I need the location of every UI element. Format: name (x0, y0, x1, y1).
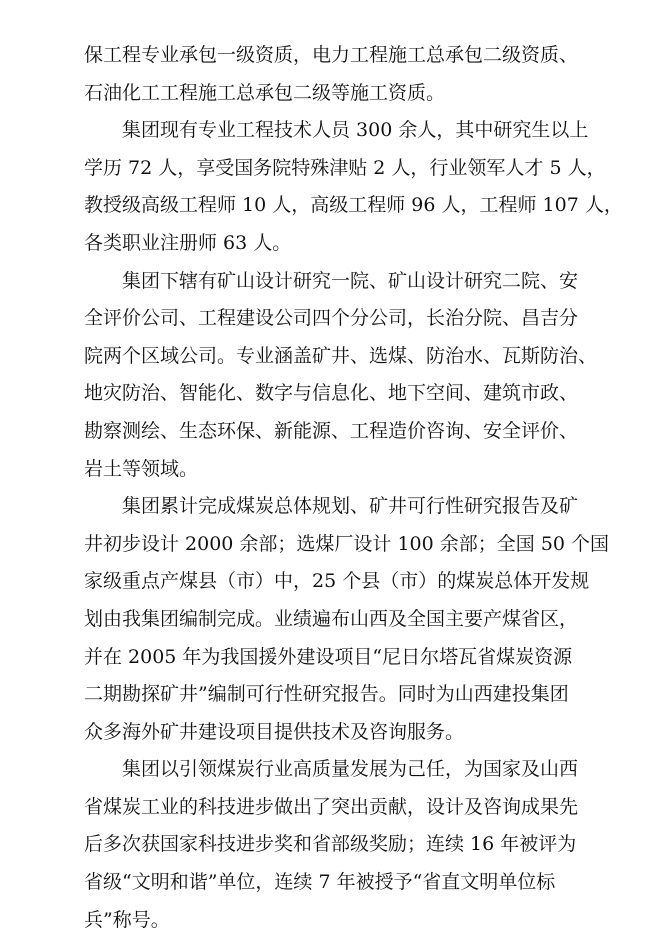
body-text (84, 37, 623, 939)
text-line: 石油化工工程施工总承包二级等施工资质。 (84, 81, 446, 104)
paragraph-organization (84, 263, 598, 489)
text-line: 并在 2005 年为我国援外建设项目“尼日尔塔瓦省煤炭资源 (84, 645, 573, 668)
paragraph-staff (84, 112, 623, 262)
text-line: 集团现有专业工程技术人员 300 余人，其中研究生以上 (122, 119, 589, 142)
text-line: 各类职业注册师 63 人。 (84, 231, 292, 254)
text-line: 集团以引领煤炭行业高质量发展为己任，为国家及山西 (122, 758, 579, 781)
paragraph-achievements (84, 488, 610, 751)
text-line: 省级“文明和谐”单位，连续 7 年被授予“省直文明单位标 (84, 871, 556, 894)
text-line: 地灾防治、智能化、数字与信息化、地下空间、建筑市政、 (84, 382, 579, 405)
text-line: 二期勘探矿井”编制可行性研究报告。同时为山西建投集团 (84, 683, 569, 706)
text-line: 集团下辖有矿山设计研究一院、矿山设计研究二院、安 (122, 269, 579, 292)
text-line: 岩土等领域。 (84, 457, 199, 480)
paragraph-honors (84, 751, 584, 939)
text-line: 省煤炭工业的科技进步做出了突出贡献，设计及咨询成果先 (84, 795, 579, 818)
text-line: 院两个区域公司。专业涵盖矿井、选煤、防治水、瓦斯防治、 (84, 344, 598, 367)
text-line: 教授级高级工程师 10 人，高级工程师 96 人，工程师 107 人， (84, 194, 623, 217)
text-line: 学历 72 人，享受国务院特殊津贴 2 人，行业领军人才 5 人， (84, 156, 606, 179)
text-line: 后多次获国家科技进步奖和省部级奖励；连续 16 年被评为 (84, 833, 577, 856)
text-line: 集团累计完成煤炭总体规划、矿井可行性研究报告及矿 (122, 495, 579, 518)
text-line: 众多海外矿井建设项目提供技术及咨询服务。 (84, 720, 465, 743)
text-line: 井初步设计 2000 余部；选煤厂设计 100 余部；全国 50 个国 (84, 532, 610, 555)
text-line: 兵”称号。 (84, 908, 170, 931)
text-line: 勘察测绘、生态环保、新能源、工程造价咨询、安全评价、 (84, 419, 579, 442)
text-line: 保工程专业承包一级资质，电力工程施工总承包二级资质、 (84, 44, 579, 66)
text-line: 划由我集团编制完成。业绩遍布山西及全国主要产煤省区， (84, 607, 579, 630)
text-line: 家级重点产煤县（市）中，25 个县（市）的煤炭总体开发规 (84, 570, 590, 593)
paragraph-qualifications-cont (84, 37, 584, 112)
text-line: 全评价公司、工程建设公司四个分公司，长治分院、昌吉分 (84, 307, 579, 330)
